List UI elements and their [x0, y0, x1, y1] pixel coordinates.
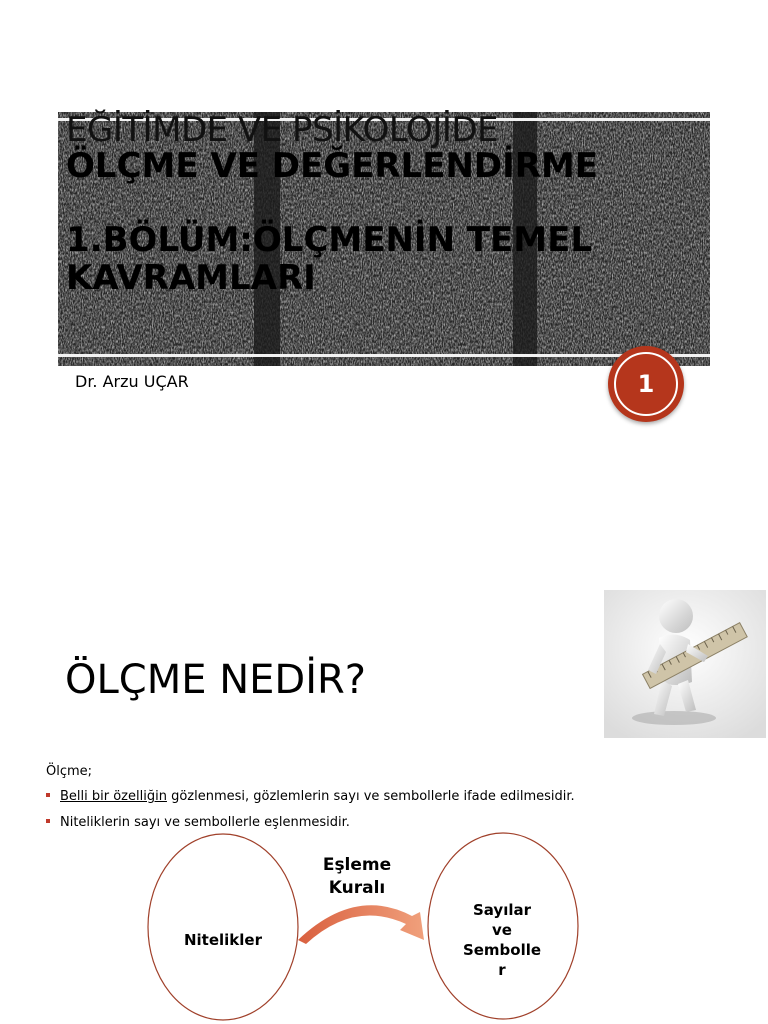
bullet-dot — [46, 793, 50, 797]
title-line-1: EĞİTİMDE VE PSİKOLOJİDE — [66, 110, 499, 150]
nitelikler-ellipse — [148, 834, 298, 1020]
bullet-2 — [46, 815, 350, 830]
right-label-line-1: Sayılar — [472, 901, 532, 919]
title-line-4: KAVRAMLARI — [66, 258, 316, 298]
bullet-1-rest: gözlenmesi, gözlemlerin sayı ve sembollerle ifade edilmesidir. — [166, 789, 575, 804]
content-slide — [0, 512, 768, 1024]
author-name: Dr. Arzu UÇAR — [75, 372, 189, 391]
title-line-3: 1.BÖLÜM:ÖLÇMENİN TEMEL — [66, 220, 593, 260]
slide-title: ÖLÇME NEDİR? — [65, 657, 367, 703]
title-line-2: ÖLÇME VE DEĞERLENDİRME — [66, 146, 599, 186]
bullet-2-text: Niteliklerin sayı ve sembollerle eşlenmesidir. — [60, 815, 350, 830]
nitelikler-label: Nitelikler — [183, 931, 263, 949]
mapping-arrow — [298, 905, 424, 944]
bullet-1-underlined: Belli bir özelliğin — [60, 789, 167, 804]
arrow-label-line-1: Eşleme — [322, 855, 392, 875]
right-label-line-3b: r — [498, 961, 506, 979]
right-label-line-2: ve — [492, 921, 512, 939]
slide-number-badge — [608, 346, 684, 422]
arrow-label-line-2: Kuralı — [328, 878, 386, 898]
mapping-diagram — [140, 830, 600, 1024]
bullet-1 — [46, 789, 575, 804]
person-with-ruler-icon — [604, 590, 766, 738]
bullet-dot — [46, 819, 50, 823]
intro-text: Ölçme; — [46, 764, 93, 779]
slide-number: 1 — [637, 370, 655, 398]
right-label-line-3a: Sembolle — [462, 941, 542, 959]
